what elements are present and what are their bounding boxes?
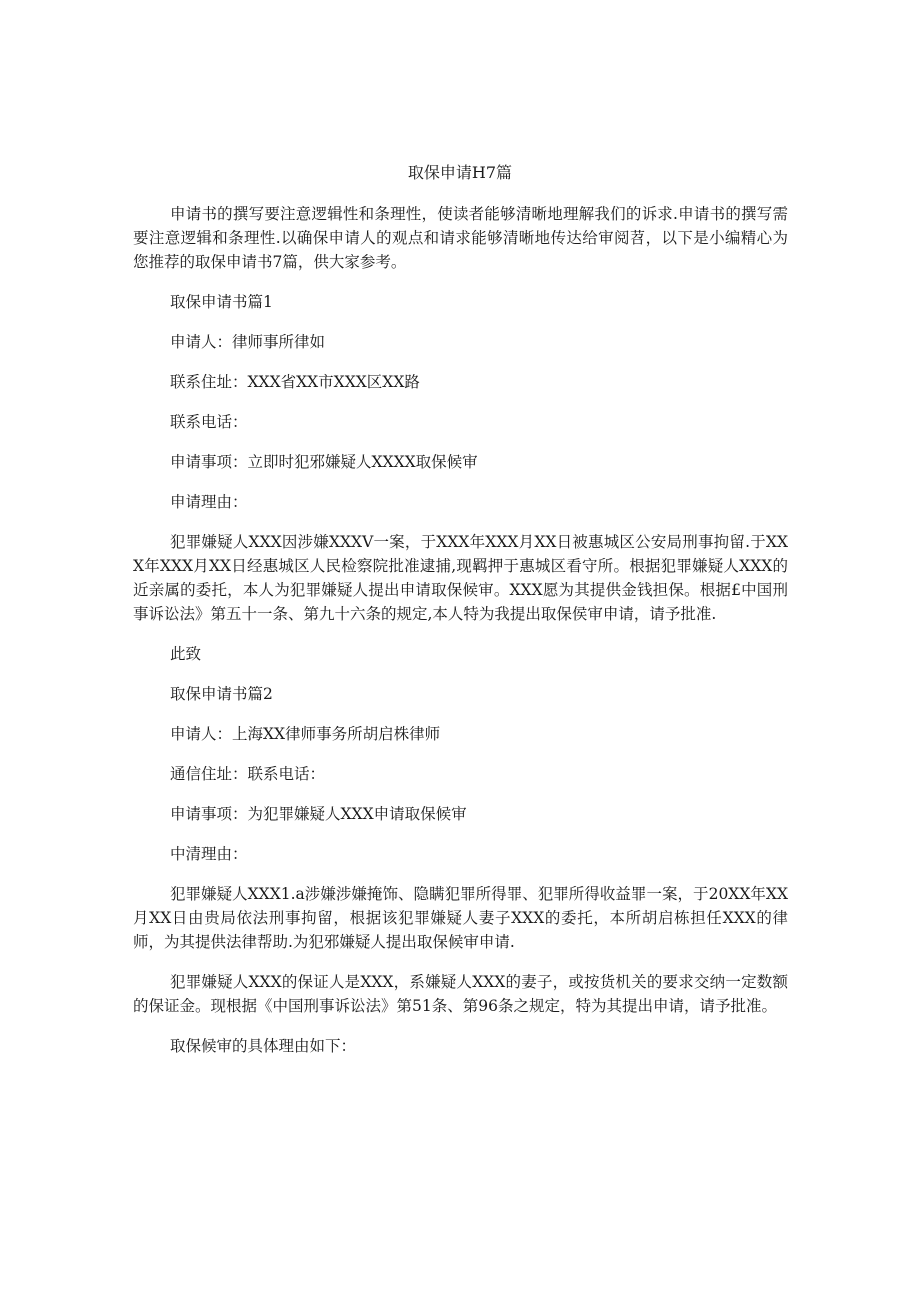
reason-paragraph-2: 犯罪嫌疑人XXX1.a涉嫌涉嫌掩饰、隐瞒犯罪所得罪、犯罪所得收益罪一案，于20XX年XX月XX日由贵局依法刑事拘留，根据该犯罪嫌疑人妻子XXX的委托，本所胡启栋担任XXX的律师，为其提供法律帮助.为犯邪嫌疑人提出取保候审申请.	[133, 885, 788, 951]
request-line: 申请事项：立即时犯邪嫌疑人XXXX取保候审	[170, 453, 478, 471]
address-line: 联系住址：XXX省XX市XXX区XX路	[170, 373, 420, 391]
applicant-line-2: 申请人：上海XX律师事务所胡启株律师	[170, 725, 441, 743]
reason-paragraph: 犯罪嫌疑人XXX因涉嫌XXXV一案，于XXX年XXX月XX日被惠城区公安局刑事拘留.于XXX年XXX月XX日经惠城区人民检察院批准逮捕,现羁押于惠城区看守所。根据犯罪嫌疑人XXX的近亲属的委托，本人为犯罪嫌疑人提出申请取保候审。XXX愿为其提供金钱担保。根据£中国刑事诉讼法》第五十一条、第九十六条的规定,本人特为我提出取保侯审申请，请予批准.	[133, 533, 788, 623]
applicant-line: 申请人：律师事所律如	[170, 333, 326, 351]
phone-line: 联系电话：	[170, 413, 248, 431]
section-heading-2: 取保申请书篇2	[170, 685, 273, 703]
guarantor-paragraph: 犯罪嫌疑人XXX的保证人是XXX，系嫌疑人XXX的妻子，或按货机关的要求交纳一定数额的保证金。现根据《中国刑事诉讼法》第51条、第96条之规定，特为其提出申请，请予批准。	[133, 973, 788, 1015]
request-line-2: 申请事项：为犯罪嫌疑人XXX申请取保候审	[170, 805, 467, 823]
document-title: 取保申请H7篇	[407, 163, 513, 182]
reason-heading: 申请理由：	[170, 493, 248, 511]
closing-line: 此致	[170, 645, 202, 663]
document-body	[133, 202, 788, 1074]
specific-reasons-heading: 取保候审的具体理由如下：	[170, 1037, 357, 1055]
address-phone-line: 通信住址：联系电话：	[170, 765, 326, 783]
intro-paragraph: 申请书的撰写要注意逻辑性和条理性，使读者能够清晰地理解我们的诉求.申请书的撰写需要注意逻辑和条理性.以确保申请人的观点和请求能够清晰地传达给审阅苕，以下是小编精心为您推荐的取保申请书7篇，供大家参考。	[133, 205, 788, 271]
reason-heading-2: 中清理由：	[170, 845, 248, 863]
section-heading-1: 取保申请书篇1	[170, 293, 273, 311]
